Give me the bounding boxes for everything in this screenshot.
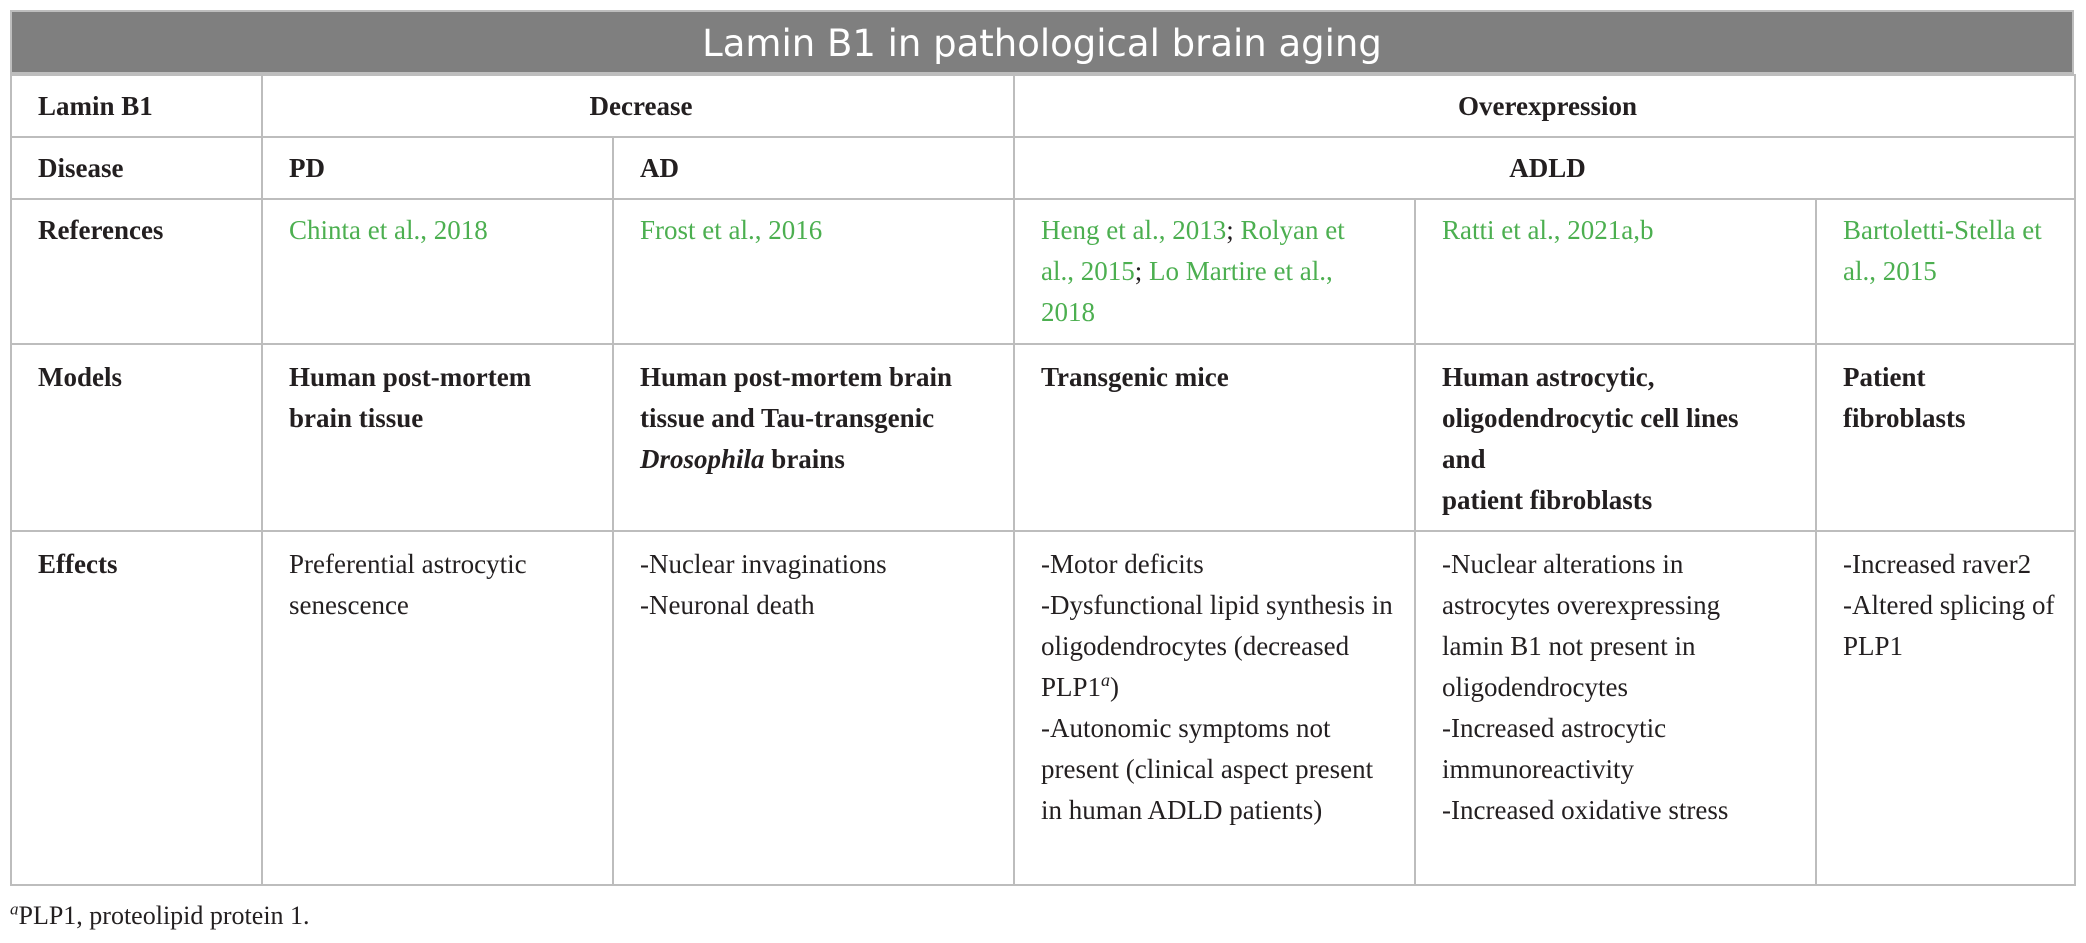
footnote-marker: a [10, 899, 19, 919]
table-row-references [11, 199, 2075, 344]
reference-link[interactable]: Chinta et al., 2018 [289, 215, 488, 245]
cell-models-mice: Transgenic mice [1014, 344, 1415, 531]
cell-decrease: Decrease [262, 75, 1014, 137]
models-ad-text-end: brains [764, 444, 845, 474]
effect-item: -Nuclear alterations in astrocytes overexpressing lamin B1 not present in oligodendrocytes [1442, 549, 1721, 702]
cell-references-pd [262, 199, 613, 344]
reference-link[interactable]: Lo Martire et al., 2018 [1041, 256, 1333, 327]
cell-models-fibro: Patient fibroblasts [1816, 344, 2075, 531]
reference-link[interactable]: Frost et al., 2016 [640, 215, 823, 245]
table-row-models [11, 344, 2075, 531]
lamin-b1-table [10, 74, 2076, 886]
cell-references-mice [1014, 199, 1415, 344]
effect-item: -Autonomic symptoms not present (clinical aspect present in human ADLD patients) [1041, 713, 1374, 825]
cell-effects-fibro [1816, 531, 2075, 885]
cell-models-ad [613, 344, 1014, 531]
reference-link[interactable]: Heng et al., 2013 [1041, 215, 1227, 245]
models-ad-text: Human post-mortem brain tissue and Tau-transgenic [640, 362, 952, 433]
row-header-references: References [11, 199, 262, 344]
cell-effects-ad [613, 531, 1014, 885]
row-header-disease: Disease [11, 137, 262, 199]
cell-overexpression: Overexpression [1014, 75, 2075, 137]
row-header-models: Models [11, 344, 262, 531]
cell-models-pd: Human post-mortem brain tissue [262, 344, 613, 531]
models-ad-italic: Drosophila [640, 444, 765, 474]
row-header-effects: Effects [11, 531, 262, 885]
footnote-text: PLP1, proteolipid protein 1. [18, 901, 310, 930]
table-row-disease [11, 137, 2075, 199]
table-row-effects [11, 531, 2075, 885]
reference-link[interactable]: Rolyan et al., 2015 [1041, 215, 1345, 286]
effect-item: -Altered splicing of PLP1 [1843, 590, 2055, 661]
table-container [10, 10, 2074, 886]
row-header-lamin: Lamin B1 [11, 75, 262, 137]
cell-effects-cells [1415, 531, 1816, 885]
effect-item: -Increased raver2 [1843, 549, 2032, 579]
effect-item: -Nuclear invaginations [640, 549, 887, 579]
reference-separator: ; [1134, 256, 1150, 286]
cell-models-cells [1415, 344, 1816, 531]
table-title: Lamin B1 in pathological brain aging [10, 10, 2074, 74]
models-cells-line2: patient fibroblasts [1442, 485, 1653, 515]
table-row-lamin [11, 75, 2075, 137]
effect-text-end: ) [1110, 672, 1120, 702]
footnote-marker: a [1101, 670, 1111, 690]
cell-effects-mice [1014, 531, 1415, 885]
effect-item: -Increased oxidative stress [1442, 795, 1729, 825]
cell-effects-pd: Preferential astrocytic senescence [262, 531, 613, 885]
cell-references-fibro [1816, 199, 2075, 344]
effect-text: -Dysfunctional lipid synthesis in oligodendrocytes (decreased PLP1 [1041, 590, 1393, 702]
cell-disease-adld: ADLD [1014, 137, 2075, 199]
models-cells-line1: Human astrocytic, oligodendrocytic cell lines and [1442, 362, 1739, 474]
effect-item: -Neuronal death [640, 590, 815, 620]
cell-disease-ad: AD [613, 137, 1014, 199]
cell-disease-pd: PD [262, 137, 613, 199]
cell-references-ad [613, 199, 1014, 344]
reference-link[interactable]: Bartoletti-Stella et al., 2015 [1843, 215, 2042, 286]
effect-item [1041, 585, 1394, 708]
reference-separator: ; [1226, 215, 1241, 245]
effect-item: -Motor deficits [1041, 549, 1204, 579]
effect-item: -Increased astrocytic immunoreactivity [1442, 713, 1667, 784]
cell-references-cells [1415, 199, 1816, 344]
reference-link[interactable]: Ratti et al., 2021a,b [1442, 215, 1654, 245]
table-footnote [10, 901, 310, 931]
